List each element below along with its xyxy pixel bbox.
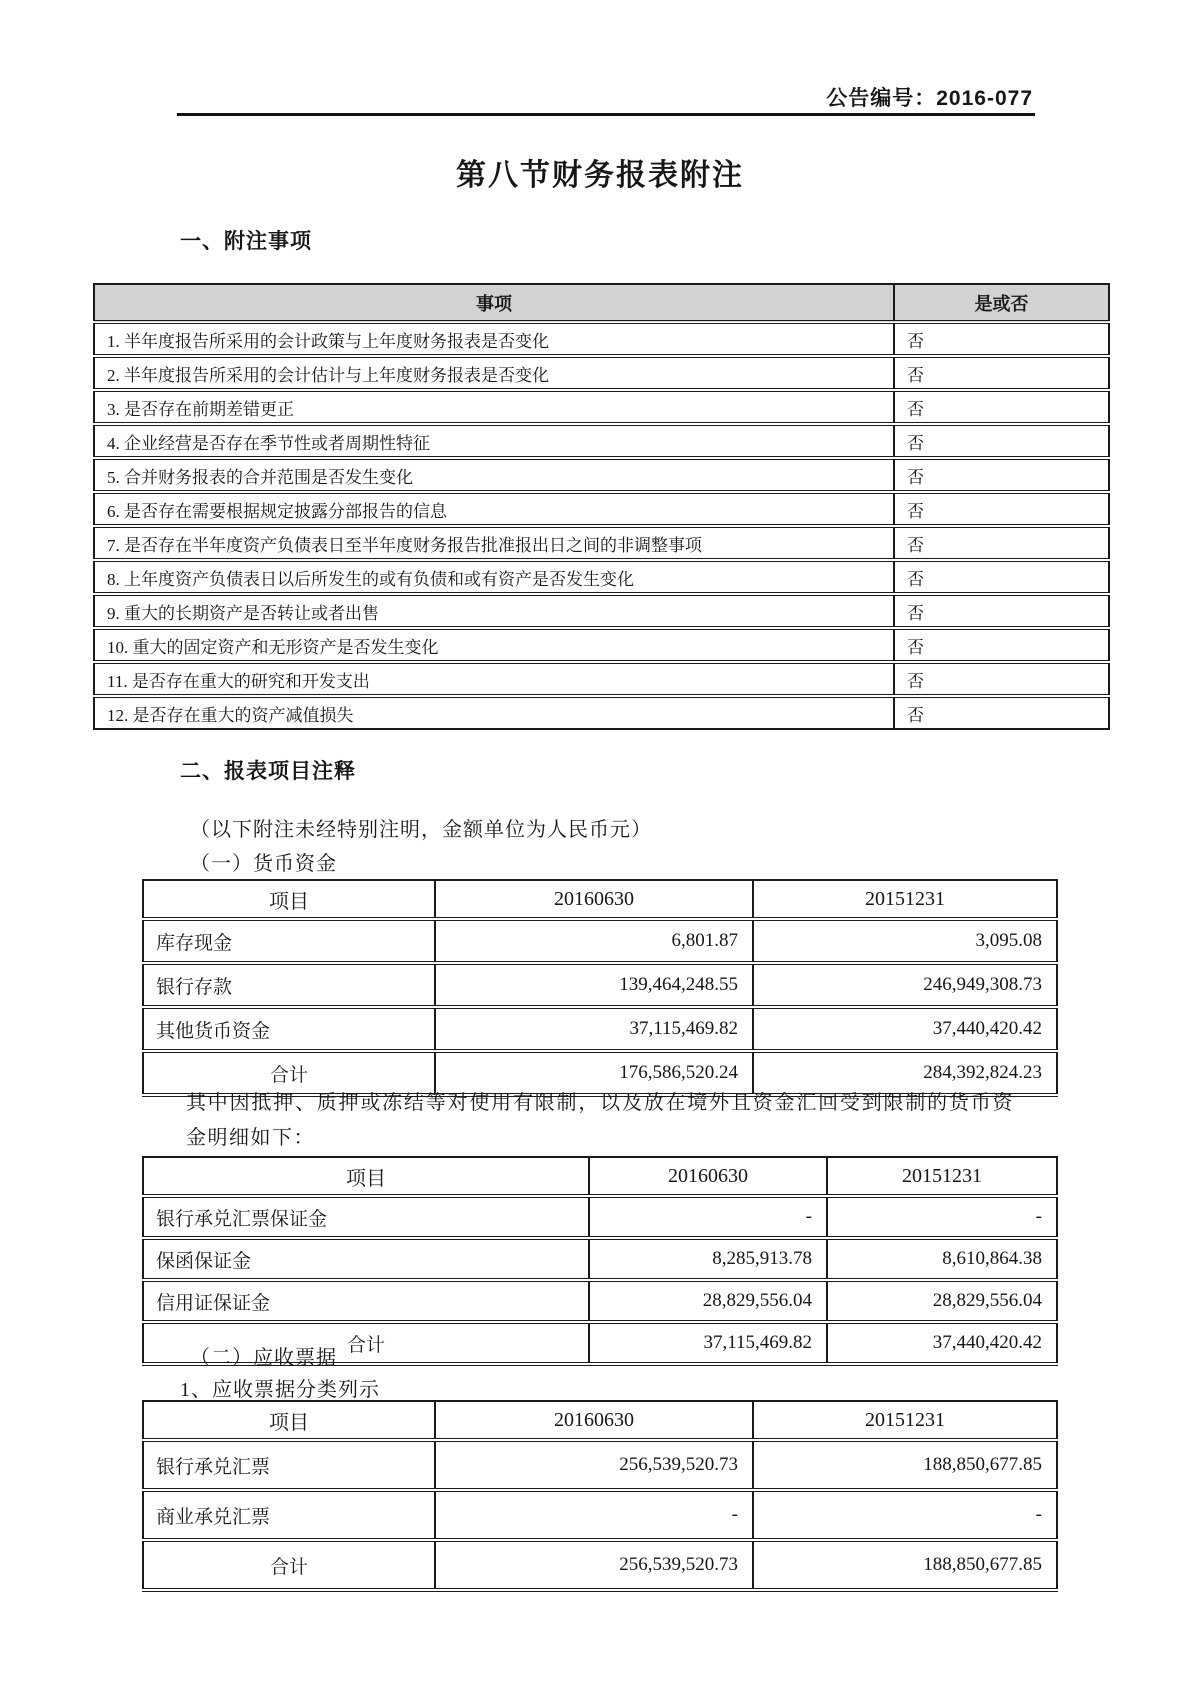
unit-note: （以下附注未经特别注明，金额单位为人民币元） (190, 819, 652, 841)
value-2016-cell: - (589, 1196, 827, 1238)
value-2016-cell: 6,801.87 (435, 919, 753, 963)
item-cell: 5. 合并财务报表的合并范围是否发生变化 (94, 458, 894, 492)
table-row (143, 1238, 1057, 1280)
item-cell: 银行承兑汇票保证金 (143, 1196, 589, 1238)
header-rule (177, 113, 1035, 116)
total-label-cell: 合计 (143, 1540, 435, 1590)
col-header-item: 事项 (94, 284, 894, 322)
subsection-heading-notes-receivable: （二）应收票据 (190, 1347, 337, 1369)
answer-cell: 否 (894, 390, 1109, 424)
item-cell: 银行承兑汇票 (143, 1440, 435, 1490)
value-2016-cell: 28,829,556.04 (589, 1280, 827, 1322)
subsection-heading-monetary-funds: （一）货币资金 (190, 853, 337, 875)
value-2015-cell: 37,440,420.42 (827, 1322, 1057, 1364)
value-2016-cell: 176,586,520.24 (435, 1051, 753, 1095)
item-cell: 6. 是否存在需要根据规定披露分部报告的信息 (94, 492, 894, 526)
table-row (94, 594, 1109, 628)
restricted-funds-table (142, 1156, 1058, 1366)
table-header-row (143, 1401, 1057, 1440)
value-2016-cell: 37,115,469.82 (435, 1007, 753, 1051)
total-label-cell: 合计 (143, 1051, 435, 1095)
value-2016-cell: 256,539,520.73 (435, 1440, 753, 1490)
item-cell: 8. 上年度资产负债表日以后所发生的或有负债和或有资产是否发生变化 (94, 560, 894, 594)
notes-receivable-table (142, 1400, 1058, 1592)
value-2016-cell: 256,539,520.73 (435, 1540, 753, 1590)
answer-cell: 否 (894, 458, 1109, 492)
answer-cell: 否 (894, 628, 1109, 662)
item-cell: 信用证保证金 (143, 1280, 589, 1322)
total-label-cell: 合计 (143, 1322, 589, 1364)
answer-cell: 否 (894, 322, 1109, 356)
value-2015-cell: - (753, 1490, 1057, 1540)
col-header-20160630: 20160630 (589, 1157, 827, 1196)
col-header-item: 项目 (143, 1401, 435, 1440)
item-cell: 9. 重大的长期资产是否转让或者出售 (94, 594, 894, 628)
value-2015-cell: 37,440,420.42 (753, 1007, 1057, 1051)
item-cell: 库存现金 (143, 919, 435, 963)
col-header-20151231: 20151231 (753, 1401, 1057, 1440)
table-total-row (143, 1540, 1057, 1590)
item-cell: 11. 是否存在重大的研究和开发支出 (94, 662, 894, 696)
item-cell: 2. 半年度报告所采用的会计估计与上年度财务报表是否变化 (94, 356, 894, 390)
table-row (94, 458, 1109, 492)
col-header-answer: 是或否 (894, 284, 1109, 322)
table-row (143, 1196, 1057, 1238)
item-cell: 其他货币资金 (143, 1007, 435, 1051)
table-row (143, 963, 1057, 1007)
answer-cell: 否 (894, 424, 1109, 458)
announcement-number: 公告编号：2016-077 (826, 87, 1033, 110)
table-row (143, 1490, 1057, 1540)
answer-cell: 否 (894, 526, 1109, 560)
subsection-subheading-classification: 1、应收票据分类列示 (180, 1379, 380, 1401)
value-2015-cell: 188,850,677.85 (753, 1540, 1057, 1590)
value-2016-cell: 37,115,469.82 (589, 1322, 827, 1364)
table-header-row (143, 880, 1057, 919)
value-2016-cell: 139,464,248.55 (435, 963, 753, 1007)
item-cell: 3. 是否存在前期差错更正 (94, 390, 894, 424)
value-2015-cell: 28,829,556.04 (827, 1280, 1057, 1322)
table-row (94, 390, 1109, 424)
col-header-item: 项目 (143, 880, 435, 919)
answer-cell: 否 (894, 662, 1109, 696)
table-row (94, 526, 1109, 560)
answer-cell: 否 (894, 696, 1109, 729)
table-row (94, 424, 1109, 458)
col-header-item: 项目 (143, 1157, 589, 1196)
section-heading-items: 二、报表项目注释 (180, 760, 356, 783)
answer-cell: 否 (894, 560, 1109, 594)
col-header-20151231: 20151231 (827, 1157, 1057, 1196)
table-row (94, 662, 1109, 696)
answer-cell: 否 (894, 492, 1109, 526)
item-cell: 12. 是否存在重大的资产减值损失 (94, 696, 894, 729)
value-2016-cell: 8,285,913.78 (589, 1238, 827, 1280)
col-header-20160630: 20160630 (435, 880, 753, 919)
item-cell: 银行存款 (143, 963, 435, 1007)
table-row (143, 1280, 1057, 1322)
value-2015-cell: 284,392,824.23 (753, 1051, 1057, 1095)
notes-checklist-table (93, 283, 1110, 730)
answer-cell: 否 (894, 356, 1109, 390)
table-row (143, 1440, 1057, 1490)
item-cell: 保函保证金 (143, 1238, 589, 1280)
table-row (94, 696, 1109, 729)
table-row (94, 560, 1109, 594)
col-header-20160630: 20160630 (435, 1401, 753, 1440)
value-2015-cell: 246,949,308.73 (753, 963, 1057, 1007)
page-title: 第八节财务报表附注 (456, 159, 744, 192)
table-row (143, 919, 1057, 963)
table-row (94, 492, 1109, 526)
section-heading-notes: 一、附注事项 (180, 230, 312, 253)
table-header-row (94, 284, 1109, 322)
value-2015-cell: - (827, 1196, 1057, 1238)
item-cell: 10. 重大的固定资产和无形资产是否发生变化 (94, 628, 894, 662)
table-row (94, 356, 1109, 390)
table-header-row (143, 1157, 1057, 1196)
value-2015-cell: 8,610,864.38 (827, 1238, 1057, 1280)
value-2015-cell: 3,095.08 (753, 919, 1057, 963)
monetary-funds-table (142, 879, 1058, 1097)
table-row (94, 628, 1109, 662)
restricted-funds-note: 其中因抵押、质押或冻结等对使用有限制，以及放在境外且资金汇回受到限制的货币资金明细如下： (186, 1092, 1014, 1149)
table-row (143, 1007, 1057, 1051)
item-cell: 商业承兑汇票 (143, 1490, 435, 1540)
item-cell: 1. 半年度报告所采用的会计政策与上年度财务报表是否变化 (94, 322, 894, 356)
value-2016-cell: - (435, 1490, 753, 1540)
col-header-20151231: 20151231 (753, 880, 1057, 919)
item-cell: 7. 是否存在半年度资产负债表日至半年度财务报告批准报出日之间的非调整事项 (94, 526, 894, 560)
item-cell: 4. 企业经营是否存在季节性或者周期性特征 (94, 424, 894, 458)
answer-cell: 否 (894, 594, 1109, 628)
table-row (94, 322, 1109, 356)
value-2015-cell: 188,850,677.85 (753, 1440, 1057, 1490)
